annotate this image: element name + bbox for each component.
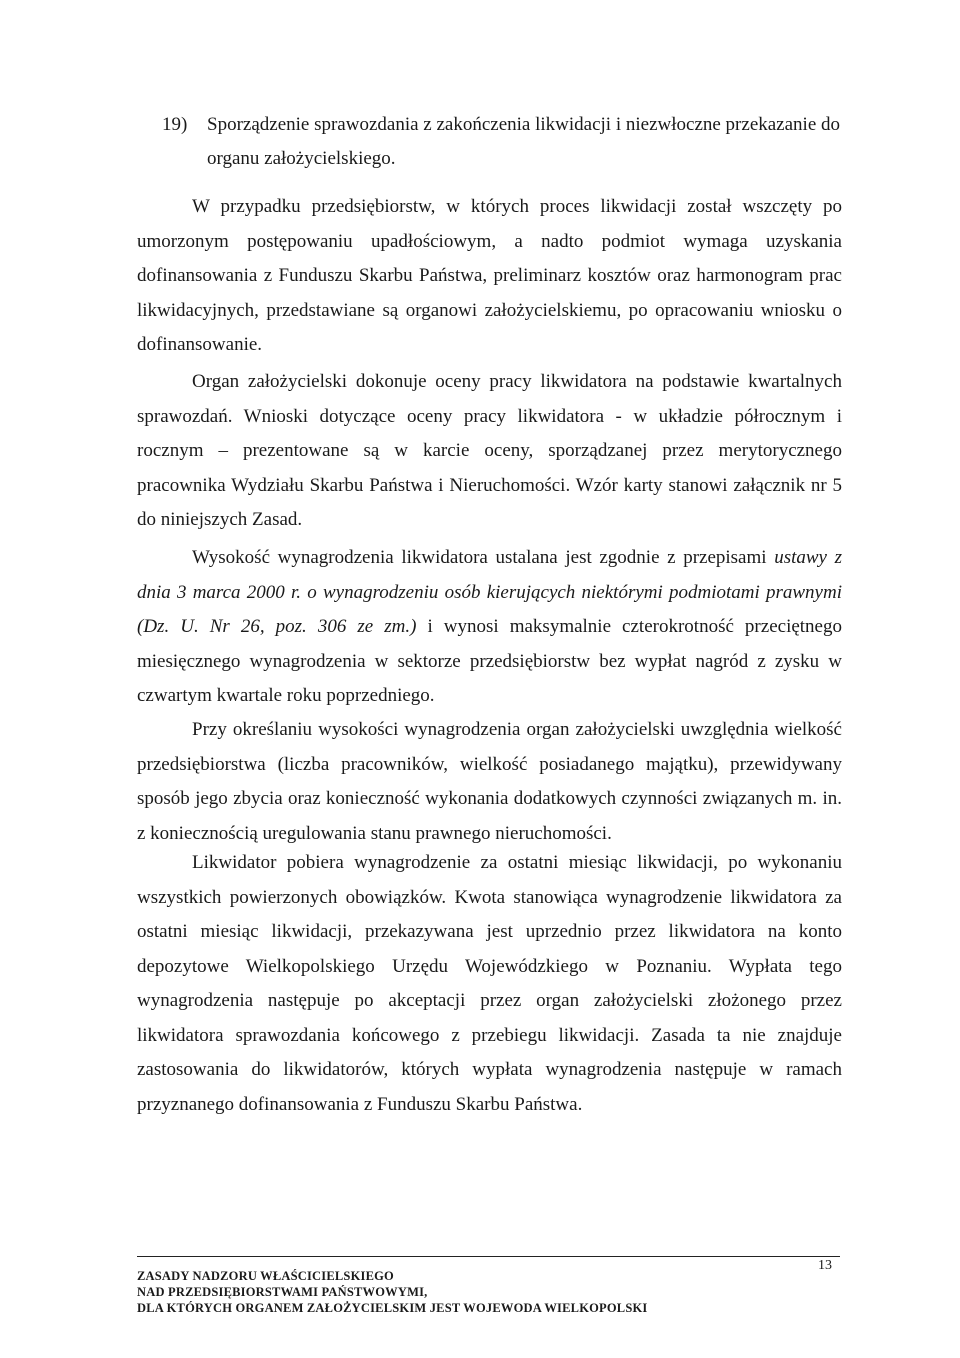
footer-divider (137, 1256, 840, 1257)
paragraph-text: Przy określaniu wysokości wynagrodzenia organ założycielski uwzględnia wielkość przedsiębiorstwa (liczba pracowników, wielkość posiadanego majątku), przewidywany sposób jego zbycia oraz konieczność wykonania dodatkowych czynności związanych m. in. z koniecznością uregulowania stanu prawnego nieruchomości. (137, 719, 842, 844)
footer-title (137, 1268, 647, 1316)
paragraph-wysokosc-wynagrodzenia (137, 541, 842, 714)
list-item-19 (137, 108, 842, 176)
list-item-text: Sporządzenie sprawozdania z zakończenia likwidacji i niezwłoczne przekazanie do organu założycielskiego. (207, 114, 841, 169)
paragraph-text: Wysokość wynagrodzenia likwidatora ustalana jest zgodnie z przepisami (192, 547, 775, 568)
italic-citation: ustawy z dnia 3 marca 2000 r. o wynagrodzeniu osób kierujących niektórymi podmiotami prawnymi (Dz. U. Nr 26, poz. 306 ze zm.) (137, 547, 842, 637)
paragraph-text: Organ założycielski dokonuje oceny pracy likwidatora na podstawie kwartalnych sprawozdań. Wnioski dotyczące oceny pracy likwidatora - w układzie półrocznym i rocznym – prezentowane są w karcie oceny, sporządzanej przez merytorycznego pracownika Wydziału Skarbu Państwa i Nieruchomości. Wzór karty stanowi załącznik nr 5 do niniejszych Zasad. (137, 371, 842, 530)
paragraph-wyplata-wynagrodzenia (137, 846, 842, 1122)
paragraph-text: i wynosi maksymalnie czterokrotność przeciętnego miesięcznego wynagrodzenia w sektorze przedsiębiorstw bez wypłat nagród z zysku w czwartym kwartale roku poprzedniego. (137, 616, 842, 706)
footer-line: ZASADY NADZORU WŁAŚCICIELSKIEGO (137, 1269, 394, 1283)
paragraph-text: Likwidator pobiera wynagrodzenie za ostatni miesiąc likwidacji, po wykonaniu wszystkich powierzonych obowiązków. Kwota stanowiąca wynagrodzenie likwidatora za ostatni miesiąc likwidacji, przekazywana jest uprzednio przez likwidatora na konto depozytowe Wielkopolskiego Urzędu Wojewódzkiego w Poznaniu. Wypłata tego wynagrodzenia następuje po akceptacji przez organ założycielski złożonego przez likwidatora sprawozdania końcowego z przebiegu likwidacji. Zasada ta nie znajduje zastosowania do likwidatorów, których wypłata wynagrodzenia następuje w ramach przyznanego dofinansowania z Funduszu Skarbu Państwa. (137, 852, 842, 1115)
footer-line: NAD PRZEDSIĘBIORSTWAMI PAŃSTWOWYMI, (137, 1285, 428, 1299)
paragraph-ocena-pracy (137, 365, 842, 538)
paragraph-text: W przypadku przedsiębiorstw, w których proces likwidacji został wszczęty po umorzonym postępowaniu upadłościowym, a nadto podmiot wymaga uzyskania dofinansowania z Funduszu Skarbu Państwa, preliminarz kosztów oraz harmonogram prac likwidacyjnych, przedstawiane są organowi założycielskiemu, po opracowaniu wniosku o dofinansowanie. (137, 196, 842, 355)
list-item-number: 19) (162, 114, 188, 135)
page-number: 13 (818, 1258, 832, 1273)
footer-line: DLA KTÓRYCH ORGANEM ZAŁOŻYCIELSKIM JEST WOJEWODA WIELKOPOLSKI (137, 1301, 648, 1315)
paragraph-dofinansowanie (137, 190, 842, 363)
paragraph-okreslanie-wynagrodzenia (137, 713, 842, 851)
